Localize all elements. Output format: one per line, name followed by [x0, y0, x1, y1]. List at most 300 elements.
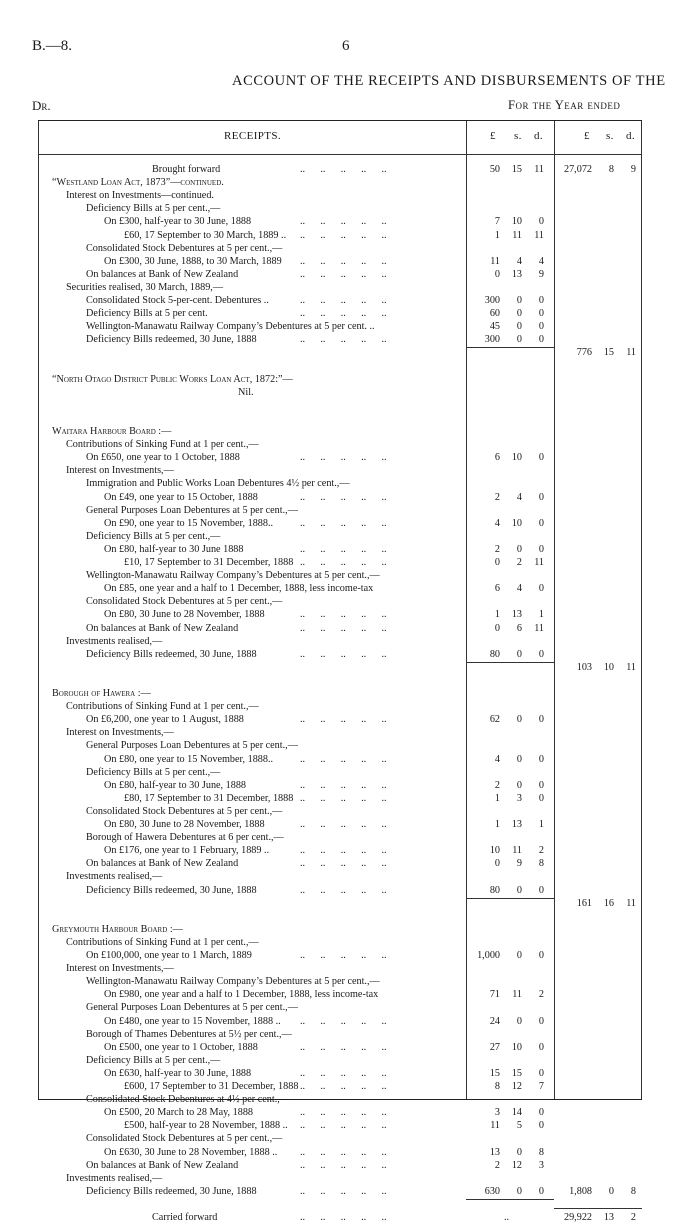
- ledger-row: [38, 936, 642, 949]
- ledger-row: [38, 962, 642, 975]
- leader-dots: .. .. .. .. ..: [300, 517, 387, 529]
- leader-dots: .. .. .. .. ..: [300, 1146, 387, 1158]
- amount-pounds: 6: [494, 452, 500, 464]
- row-description: Investments realised,—: [66, 1172, 163, 1184]
- leader-dots: .. .. .. .. ..: [300, 1067, 387, 1079]
- ledger-row: [38, 805, 642, 818]
- ledger-row: [38, 464, 642, 477]
- amount-pence: 0: [538, 779, 544, 791]
- leader-dots: .. .. .. .. ..: [300, 268, 387, 280]
- leader-dots: .. .. .. .. ..: [300, 950, 387, 961]
- amount-pounds: 80: [489, 884, 500, 896]
- row-description: Borough of Hawera Debentures at 6 per cent.,—: [86, 832, 284, 844]
- row-description: Interest on Investments,—: [66, 727, 174, 739]
- row-description: On £80, 30 June to 28 November, 1888: [104, 819, 265, 830]
- amount-shillings: 0: [516, 308, 522, 320]
- row-description: Deficiency Bills at 5 per cent.,—: [86, 203, 221, 215]
- amount-pence: 11: [626, 347, 636, 359]
- ledger-row: [38, 294, 642, 307]
- amount-shillings: 10: [511, 452, 522, 464]
- row-description: Waitara Harbour Board :—: [52, 426, 172, 437]
- amount-pounds: 6: [494, 583, 500, 595]
- leader-dots: .. .. .. .. ..: [300, 543, 387, 555]
- ledger-row: [38, 176, 642, 189]
- amount-pence: 11: [534, 164, 544, 175]
- amount-shillings: 10: [511, 517, 522, 529]
- amount-pence: 2: [538, 845, 544, 857]
- amount-shillings: 4: [516, 255, 522, 267]
- amount-pounds: 2: [494, 543, 500, 555]
- amount-pence: 8: [538, 858, 544, 870]
- amount-pence: 11: [626, 661, 636, 673]
- amount-pounds: 4: [494, 753, 500, 765]
- ledger-row: [38, 844, 642, 857]
- amount-pounds: 45: [489, 321, 500, 333]
- amount-pence: 0: [538, 452, 544, 464]
- leader-dots: .. .. .. .. ..: [300, 609, 387, 621]
- leader-dots: .. .. .. .. ..: [300, 753, 387, 765]
- amount-pence: 3: [538, 1159, 544, 1171]
- amount-pence: 11: [534, 557, 544, 568]
- ledger-row: [38, 674, 642, 687]
- amount-shillings: 0: [516, 950, 522, 961]
- amount-pence: 11: [534, 229, 544, 241]
- amount-pence: 2: [538, 989, 544, 1001]
- row-description: £10, 17 September to 31 December, 1888: [124, 557, 294, 568]
- ledger-row: [38, 608, 642, 621]
- year-heading: For the Year ended: [508, 98, 621, 112]
- row-description: Borough of Thames Debentures at 5½ per cent.,—: [86, 1028, 292, 1040]
- ledger-row: [38, 831, 642, 844]
- ledger-row: [38, 622, 642, 635]
- amount-shillings: 14: [511, 1107, 522, 1119]
- amount-pence: 0: [538, 1067, 544, 1079]
- row-description: Consolidated Stock Debentures at 5 per cent.,—: [86, 596, 283, 608]
- row-description: Immigration and Public Works Loan Debentures 4½ per cent.,—: [86, 478, 350, 490]
- row-description: On balances at Bank of New Zealand: [86, 1159, 239, 1171]
- amount-shillings: 2: [516, 557, 522, 568]
- ledger-row: [38, 1080, 642, 1093]
- row-description: Consolidated Stock 5-per-cent. Debentures ..: [86, 295, 269, 306]
- leader-dots: .. .. .. .. ..: [300, 229, 387, 241]
- amount-pence: 0: [538, 1120, 544, 1132]
- row-description: On £100,000, one year to 1 March, 1889: [86, 950, 252, 961]
- ledger-row: [38, 189, 642, 202]
- leader-dots: .. .. .. .. ..: [300, 308, 387, 320]
- ledger-row: [38, 451, 642, 464]
- row-description: Deficiency Bills at 5 per cent.,—: [86, 766, 221, 778]
- ledger-row: [38, 1054, 642, 1067]
- amount-pounds: 0: [494, 622, 500, 634]
- ledger-row: [38, 713, 642, 726]
- amount-pounds: 0: [494, 268, 500, 280]
- ledger-row: [38, 818, 642, 831]
- row-description: On balances at Bank of New Zealand: [86, 858, 239, 870]
- row-description: On £176, one year to 1 February, 1889 ..: [104, 845, 270, 857]
- row-description: Consolidated Stock Debentures at 5 per cent.,—: [86, 1133, 283, 1145]
- ledger-row: [38, 202, 642, 215]
- ledger-row: [38, 320, 642, 333]
- amount-pence: 8: [538, 1146, 544, 1158]
- amount-shillings: 0: [516, 1015, 522, 1027]
- amount-pence: 0: [538, 308, 544, 320]
- amount-shillings: 4: [516, 583, 522, 595]
- ledger-row: [38, 726, 642, 739]
- page-title: ACCOUNT OF THE RECEIPTS AND DISBURSEMENTS OF THE: [232, 73, 666, 89]
- leader-dots: .. .. .. .. ..: [300, 1185, 387, 1197]
- amount-pounds: 24: [489, 1015, 500, 1027]
- mid-shilling-heading: s.: [514, 130, 522, 142]
- amount-pence: 0: [538, 792, 544, 804]
- amount-shillings: 12: [511, 1081, 522, 1092]
- right-pence-heading: d.: [626, 130, 636, 142]
- ledger-row: [38, 491, 642, 504]
- amount-pounds: 7: [494, 216, 500, 228]
- ledger-row: [38, 635, 642, 648]
- amount-pence: 0: [538, 1107, 544, 1119]
- amount-shillings: 0: [516, 753, 522, 765]
- leader-dots: .. .. .. .. ..: [300, 648, 387, 660]
- amount-shillings: 3: [516, 792, 522, 804]
- ledger-row: [38, 307, 642, 320]
- row-description: On £500, one year to 1 October, 1888: [104, 1041, 258, 1053]
- amount-pence: 0: [538, 295, 544, 306]
- amount-pounds: 11: [490, 1120, 500, 1132]
- amount-pence: 8: [630, 1185, 636, 1197]
- amount-pence: 1: [538, 819, 544, 830]
- amount-shillings: 13: [511, 609, 522, 621]
- amount-pence: 0: [538, 1041, 544, 1053]
- row-description: £60, 17 September to 30 March, 1889 ..: [124, 229, 287, 241]
- amount-pence: 4: [538, 255, 544, 267]
- row-description: Interest on Investments,—: [66, 465, 174, 477]
- ledger-row: [38, 1146, 642, 1159]
- ledger-row: [38, 792, 642, 805]
- amount-pence: 0: [538, 543, 544, 555]
- amount-pence: 1: [538, 609, 544, 621]
- amount-pence: 0: [538, 753, 544, 765]
- leader-dots: .. .. .. .. ..: [300, 295, 387, 306]
- row-description: General Purposes Loan Debentures at 5 per cent.,—: [86, 740, 298, 752]
- amount-pounds: 2: [494, 779, 500, 791]
- mid-placeholder: ..: [504, 1212, 510, 1223]
- amount-pounds: 1: [494, 819, 500, 830]
- ledger-row: [38, 1132, 642, 1145]
- receipts-heading: RECEIPTS.: [224, 130, 282, 142]
- ledger-row: [38, 215, 642, 228]
- amount-pence: 0: [538, 1185, 544, 1197]
- row-description: Consolidated Stock Debentures at 4½ per cent.,—: [86, 1094, 290, 1106]
- amount-pounds: 4: [494, 517, 500, 529]
- amount-shillings: 15: [511, 164, 522, 175]
- amount-pounds: 1: [494, 609, 500, 621]
- amount-shillings: 11: [512, 989, 522, 1001]
- amount-shillings: 10: [511, 216, 522, 228]
- row-description: £600, 17 September to 31 December, 1888: [124, 1081, 299, 1092]
- dr-label: Dr.: [32, 98, 51, 113]
- page-number: 6: [342, 38, 350, 54]
- ledger-row: [38, 425, 642, 438]
- amount-pounds: 60: [489, 308, 500, 320]
- ledger-row: [38, 700, 642, 713]
- ledger-row: [38, 1211, 642, 1224]
- ledger-row: [38, 1185, 642, 1198]
- amount-shillings: 0: [516, 321, 522, 333]
- ledger-row: [38, 517, 642, 530]
- row-description: Investments realised,—: [66, 871, 163, 883]
- mid-pence-heading: d.: [534, 130, 544, 142]
- ledger-row: [38, 1001, 642, 1014]
- amount-pounds: 1: [494, 229, 500, 241]
- leader-dots: .. .. .. .. ..: [300, 858, 387, 870]
- subtotal-rule: [466, 662, 554, 663]
- leader-dots: .. .. .. .. ..: [300, 714, 387, 726]
- row-description: Borough of Hawera :—: [52, 688, 151, 699]
- ledger-row: [38, 870, 642, 883]
- ledger-row: [38, 1041, 642, 1054]
- leader-dots: .. .. .. .. ..: [300, 491, 387, 503]
- subtotal-rule: [466, 1199, 554, 1200]
- amount-pence: 0: [538, 714, 544, 726]
- row-description: Consolidated Stock Debentures at 5 per cent.,—: [86, 242, 283, 254]
- amount-shillings: 0: [516, 1146, 522, 1158]
- subtotal-rule: [466, 347, 554, 348]
- ledger-row: [38, 779, 642, 792]
- ledger-row: [38, 1015, 642, 1028]
- ledger-row: [38, 255, 642, 268]
- amount-pounds: 8: [494, 1081, 500, 1092]
- row-description: On £630, half-year to 30 June, 1888: [104, 1067, 252, 1079]
- row-description: Brought forward: [152, 164, 221, 175]
- row-description: Greymouth Harbour Board :—: [52, 923, 183, 935]
- row-description: Deficiency Bills redeemed, 30 June, 1888: [86, 648, 257, 660]
- amount-pounds: 300: [484, 295, 500, 306]
- header-rule: [38, 154, 642, 155]
- ledger-row: [38, 268, 642, 281]
- amount-pence: 11: [626, 897, 636, 909]
- ledger-row: [38, 923, 642, 936]
- ledger-row: [38, 884, 642, 897]
- ledger-row: [38, 438, 642, 451]
- ledger-row: [38, 1159, 642, 1172]
- mid-pound-heading: £: [490, 130, 496, 142]
- ledger-row: [38, 281, 642, 294]
- amount-shillings: 0: [516, 714, 522, 726]
- amount-shillings: 4: [516, 491, 522, 503]
- ledger-row: [38, 543, 642, 556]
- row-description: “North Otago District Public Works Loan Act, 1872:”—: [52, 373, 293, 385]
- amount-pounds: 0: [494, 858, 500, 870]
- ledger-row: [38, 687, 642, 700]
- amount-shillings: 13: [511, 268, 522, 280]
- amount-shillings: 16: [603, 897, 614, 909]
- amount-pence: 0: [538, 321, 544, 333]
- amount-shillings: 0: [516, 543, 522, 555]
- amount-pence: 9: [538, 268, 544, 280]
- amount-pounds: 1,808: [569, 1185, 592, 1197]
- ledger-row: [38, 530, 642, 543]
- amount-shillings: 13: [603, 1212, 614, 1223]
- leader-dots: .. .. .. .. ..: [300, 1041, 387, 1053]
- ledger-row: [38, 988, 642, 1001]
- amount-pounds: 13: [489, 1146, 500, 1158]
- amount-shillings: 0: [516, 779, 522, 791]
- amount-pounds: 10: [489, 845, 500, 857]
- amount-shillings: 15: [511, 1067, 522, 1079]
- amount-pence: 7: [538, 1081, 544, 1092]
- ledger-row: [38, 360, 642, 373]
- row-description: £500, half-year to 28 November, 1888 ..: [124, 1120, 288, 1132]
- row-description: £80, 17 September to 31 December, 1888: [124, 792, 294, 804]
- right-pound-heading: £: [584, 130, 590, 142]
- ledger-row: [38, 739, 642, 752]
- ledger-row: [38, 163, 642, 176]
- amount-pence: 0: [538, 216, 544, 228]
- row-description: On £80, half-year to 30 June, 1888: [104, 779, 247, 791]
- ledger-row: [38, 753, 642, 766]
- leader-dots: .. .. .. .. ..: [300, 255, 387, 267]
- amount-shillings: 12: [511, 1159, 522, 1171]
- amount-pence: 0: [538, 334, 544, 346]
- amount-shillings: 0: [516, 1185, 522, 1197]
- ledger-row: [38, 1093, 642, 1106]
- row-description: On £80, half-year to 30 June 1888: [104, 543, 244, 555]
- row-description: On £480, one year to 15 November, 1888 ..: [104, 1015, 281, 1027]
- row-description: Securities realised, 30 March, 1889,—: [66, 281, 224, 293]
- ledger-row: [38, 1172, 642, 1185]
- row-description: Deficiency Bills redeemed, 30 June, 1888: [86, 1185, 257, 1197]
- row-description: Interest on Investments,—: [66, 963, 174, 975]
- amount-pounds: 0: [494, 557, 500, 568]
- ledger-row: [38, 910, 642, 923]
- ledger-row: [38, 504, 642, 517]
- leader-dots: .. .. .. .. ..: [300, 1212, 387, 1223]
- amount-pence: 0: [538, 583, 544, 595]
- leader-dots: .. .. .. .. ..: [300, 557, 387, 568]
- row-description: Nil.: [238, 386, 254, 398]
- amount-pounds: 300: [484, 334, 500, 346]
- ledger-row: [38, 412, 642, 425]
- row-description: On £80, one year to 15 November, 1888..: [104, 753, 274, 765]
- amount-pounds: 1,000: [477, 950, 500, 961]
- amount-pounds: 1: [494, 792, 500, 804]
- ledger-row: [38, 1028, 642, 1041]
- amount-pounds: 2: [494, 491, 500, 503]
- ledger-row: [38, 648, 642, 661]
- amount-pounds: 3: [494, 1107, 500, 1119]
- amount-shillings: 0: [608, 1185, 614, 1197]
- ledger-row: [38, 582, 642, 595]
- amount-pence: 2: [630, 1212, 636, 1223]
- ledger-row: [38, 949, 642, 962]
- amount-pounds: 80: [489, 648, 500, 660]
- amount-shillings: 0: [516, 648, 522, 660]
- amount-shillings: 11: [512, 845, 522, 857]
- leader-dots: .. .. .. .. ..: [300, 216, 387, 228]
- row-description: General Purposes Loan Debentures at 5 per cent.,—: [86, 1002, 298, 1014]
- leader-dots: .. .. .. .. ..: [300, 779, 387, 791]
- leader-dots: .. .. .. .. ..: [300, 845, 387, 857]
- leader-dots: .. .. .. .. ..: [300, 1159, 387, 1171]
- amount-pence: 0: [538, 491, 544, 503]
- ledger-row: [38, 1067, 642, 1080]
- row-description: On £90, one year to 15 November, 1888..: [104, 517, 274, 529]
- ledger-row: [38, 399, 642, 412]
- amount-shillings: 11: [512, 229, 522, 241]
- amount-pence: 0: [538, 648, 544, 660]
- row-description: Deficiency Bills at 5 per cent.: [86, 308, 208, 320]
- leader-dots: .. .. .. .. ..: [300, 819, 387, 830]
- row-description: Carried forward: [152, 1212, 218, 1223]
- amount-shillings: 8: [608, 164, 614, 175]
- row-description: Wellington-Manawatu Railway Company’s Debentures at 5 per cent.,—: [86, 976, 380, 988]
- ledger-row: [38, 569, 642, 582]
- amount-shillings: 5: [516, 1120, 522, 1132]
- amount-pounds: 630: [484, 1185, 500, 1197]
- amount-pence: 11: [534, 622, 544, 634]
- row-description: Investments realised,—: [66, 635, 163, 647]
- ledger-row: [38, 975, 642, 988]
- amount-pence: 0: [538, 950, 544, 961]
- row-description: On balances at Bank of New Zealand: [86, 622, 239, 634]
- row-description: On £650, one year to 1 October, 1888: [86, 452, 240, 464]
- amount-pounds: 50: [489, 164, 500, 175]
- amount-pounds: 161: [576, 897, 592, 909]
- amount-pounds: 11: [490, 255, 500, 267]
- leader-dots: .. .. .. .. ..: [300, 622, 387, 634]
- row-description: Wellington-Manawatu Railway Company’s Debentures at 5 per cent.,—: [86, 570, 380, 582]
- ledger-row: [38, 477, 642, 490]
- row-description: On £630, 30 June to 28 November, 1888 ..: [104, 1146, 278, 1158]
- ledger-row: [38, 242, 642, 255]
- ledger-row: [38, 556, 642, 569]
- amount-shillings: 9: [516, 858, 522, 870]
- amount-pounds: 15: [489, 1067, 500, 1079]
- row-description: Deficiency Bills redeemed, 30 June, 1888: [86, 884, 257, 896]
- ledger-row: [38, 857, 642, 870]
- amount-pounds: 776: [576, 347, 592, 359]
- leader-dots: .. .. .. .. ..: [300, 452, 387, 464]
- row-description: On £6,200, one year to 1 August, 1888: [86, 714, 244, 726]
- row-description: General Purposes Loan Debentures at 5 per cent.,—: [86, 504, 298, 516]
- row-description: Deficiency Bills at 5 per cent.,—: [86, 1054, 221, 1066]
- ledger-row: [38, 1106, 642, 1119]
- amount-pounds: 103: [576, 661, 592, 673]
- ledger-row: [38, 333, 642, 346]
- row-description: On £980, one year and a half to 1 December, 1888, less income-tax: [104, 989, 379, 1001]
- total-rule: [554, 1208, 642, 1209]
- row-description: On £49, one year to 15 October, 1888: [104, 491, 258, 503]
- page-ref: B.—8.: [32, 38, 73, 54]
- amount-shillings: 10: [603, 661, 614, 673]
- row-description: Contributions of Sinking Fund at 1 per cent.,—: [66, 701, 259, 713]
- row-description: Contributions of Sinking Fund at 1 per cent.,—: [66, 439, 259, 451]
- amount-pounds: 2: [494, 1159, 500, 1171]
- leader-dots: .. .. .. .. ..: [300, 884, 387, 896]
- row-description: On £300, half-year to 30 June, 1888: [104, 216, 252, 228]
- amount-shillings: 0: [516, 295, 522, 306]
- leader-dots: .. .. .. .. ..: [300, 1015, 387, 1027]
- leader-dots: .. .. .. .. ..: [300, 792, 387, 804]
- leader-dots: .. .. .. .. ..: [300, 1120, 387, 1132]
- row-description: Deficiency Bills redeemed, 30 June, 1888: [86, 334, 257, 346]
- leader-dots: .. .. .. .. ..: [300, 334, 387, 346]
- amount-shillings: 13: [511, 819, 522, 830]
- row-description: On £300, 30 June, 1888, to 30 March, 1889: [104, 255, 282, 267]
- amount-pence: 9: [630, 164, 636, 175]
- leader-dots: .. .. .. .. ..: [300, 1081, 387, 1092]
- receipts-ledger: [38, 120, 642, 1223]
